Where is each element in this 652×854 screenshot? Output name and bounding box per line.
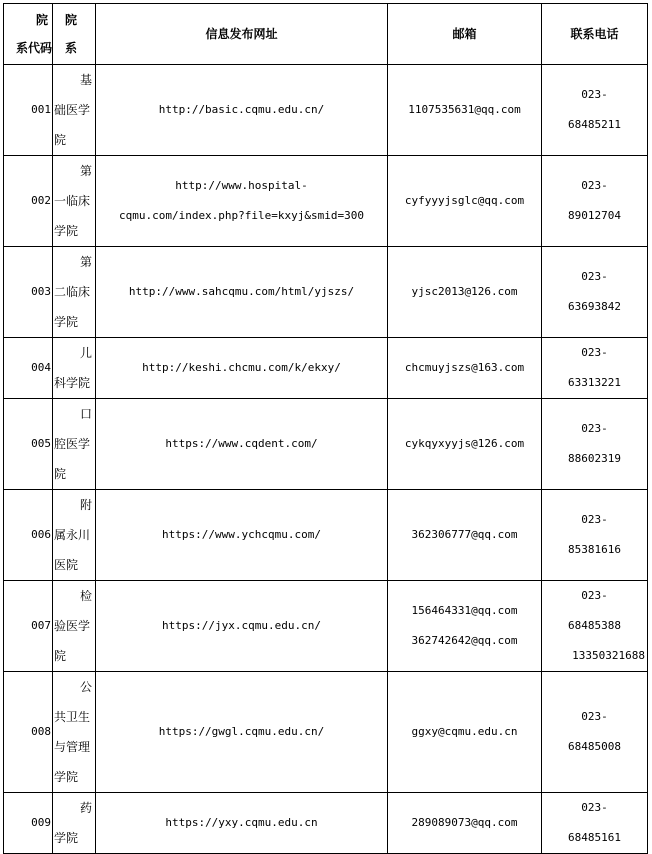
school-name: 第一临床学院: [53, 156, 96, 247]
table-row: [4, 338, 648, 399]
phone-line: 023-: [581, 513, 608, 526]
table-row: [4, 490, 648, 581]
header-name: 院 系: [53, 4, 96, 65]
phone-line: 63693842: [568, 300, 621, 313]
table-row: [4, 399, 648, 490]
email-address: [388, 399, 542, 490]
email-address: [388, 490, 542, 581]
phone-line: 023-: [581, 710, 608, 723]
phone-number: [542, 399, 648, 490]
phone-line: 68485161: [568, 831, 621, 844]
url-line: https://gwgl.cqmu.edu.cn/: [158, 725, 325, 738]
info-url: [96, 65, 388, 156]
school-name: 儿科学院: [53, 338, 96, 399]
email-address: [388, 338, 542, 399]
email-line: cyfyyyjsglc@qq.com: [404, 194, 525, 207]
school-name: 基础医学院: [53, 65, 96, 156]
phone-line: 023-: [581, 179, 608, 192]
table-row: [4, 156, 648, 247]
phone-line: 023-: [581, 589, 608, 602]
email-address: [388, 793, 542, 854]
phone-number: [542, 65, 648, 156]
phone-line: 88602319: [568, 452, 621, 465]
header-url: 信息发布网址: [96, 4, 388, 65]
email-line: 362742642@qq.com: [411, 634, 518, 647]
school-code: 005: [4, 399, 53, 490]
phone-number: [542, 672, 648, 793]
school-code: 007: [4, 581, 53, 672]
info-url: [96, 247, 388, 338]
phone-line: 023-: [581, 422, 608, 435]
info-url: [96, 490, 388, 581]
email-address: [388, 247, 542, 338]
school-code: 008: [4, 672, 53, 793]
school-code: 004: [4, 338, 53, 399]
email-line: 156464331@qq.com: [411, 604, 518, 617]
email-line: chcmuyjszs@163.com: [404, 361, 525, 374]
header-row: [4, 4, 648, 65]
phone-line: 68485211: [568, 118, 621, 131]
url-line: http://www.sahcqmu.com/html/yjszs/: [128, 285, 355, 298]
table-row: [4, 793, 648, 854]
url-line: https://www.cqdent.com/: [165, 437, 318, 450]
url-line: https://yxy.cqmu.edu.cn: [165, 816, 318, 829]
phone-number: [542, 581, 648, 672]
email-address: [388, 156, 542, 247]
url-line: http://keshi.chcmu.com/k/ekxy/: [142, 361, 341, 374]
phone-number: [542, 338, 648, 399]
phone-line: 023-: [581, 88, 608, 101]
url-line: http://basic.cqmu.edu.cn/: [158, 103, 325, 116]
email-line: 362306777@qq.com: [411, 528, 518, 541]
school-name: 附属永川医院: [53, 490, 96, 581]
school-name: 口腔医学院: [53, 399, 96, 490]
table-row: [4, 581, 648, 672]
phone-number: [542, 247, 648, 338]
school-name: 检验医学院: [53, 581, 96, 672]
phone-line: 85381616: [568, 543, 621, 556]
school-name: 药学院: [53, 793, 96, 854]
phone-number: [542, 156, 648, 247]
url-line: https://jyx.cqmu.edu.cn/: [162, 619, 321, 632]
school-code: 002: [4, 156, 53, 247]
phone-line: 023-: [581, 346, 608, 359]
phone-line: 023-: [581, 801, 608, 814]
school-code: 009: [4, 793, 53, 854]
email-line: 289089073@qq.com: [411, 816, 518, 829]
info-url: [96, 399, 388, 490]
email-line: yjsc2013@126.com: [411, 285, 518, 298]
contact-table: [3, 3, 648, 854]
header-email: 邮箱: [388, 4, 542, 65]
phone-number: [542, 490, 648, 581]
email-line: ggxy@cqmu.edu.cn: [411, 725, 518, 738]
phone-line: 63313221: [568, 376, 621, 389]
phone-line: 13350321688: [572, 649, 645, 662]
phone-line: 68485008: [568, 740, 621, 753]
url-line: https://www.ychcqmu.com/: [162, 528, 321, 541]
school-code: 006: [4, 490, 53, 581]
info-url: [96, 672, 388, 793]
info-url: [96, 338, 388, 399]
info-url: [96, 156, 388, 247]
email-address: [388, 65, 542, 156]
email-line: cykqyxyyjs@126.com: [404, 437, 525, 450]
info-url: [96, 793, 388, 854]
header-code: 院 系代码: [4, 4, 53, 65]
phone-line: 89012704: [568, 209, 621, 222]
info-url: [96, 581, 388, 672]
school-code: 001: [4, 65, 53, 156]
email-address: [388, 581, 542, 672]
phone-line: 023-: [581, 270, 608, 283]
school-name: 第二临床学院: [53, 247, 96, 338]
email-address: [388, 672, 542, 793]
phone-line: 68485388: [568, 619, 621, 632]
school-name: 公共卫生与管理学院: [53, 672, 96, 793]
table-row: [4, 672, 648, 793]
school-code: 003: [4, 247, 53, 338]
url-line: http://www.hospital-: [175, 179, 308, 192]
phone-number: [542, 793, 648, 854]
header-phone: 联系电话: [542, 4, 648, 65]
email-line: 1107535631@qq.com: [408, 103, 521, 116]
url-line: cqmu.com/index.php?file=kxyj&smid=300: [118, 209, 365, 222]
table-row: [4, 247, 648, 338]
table-row: [4, 65, 648, 156]
